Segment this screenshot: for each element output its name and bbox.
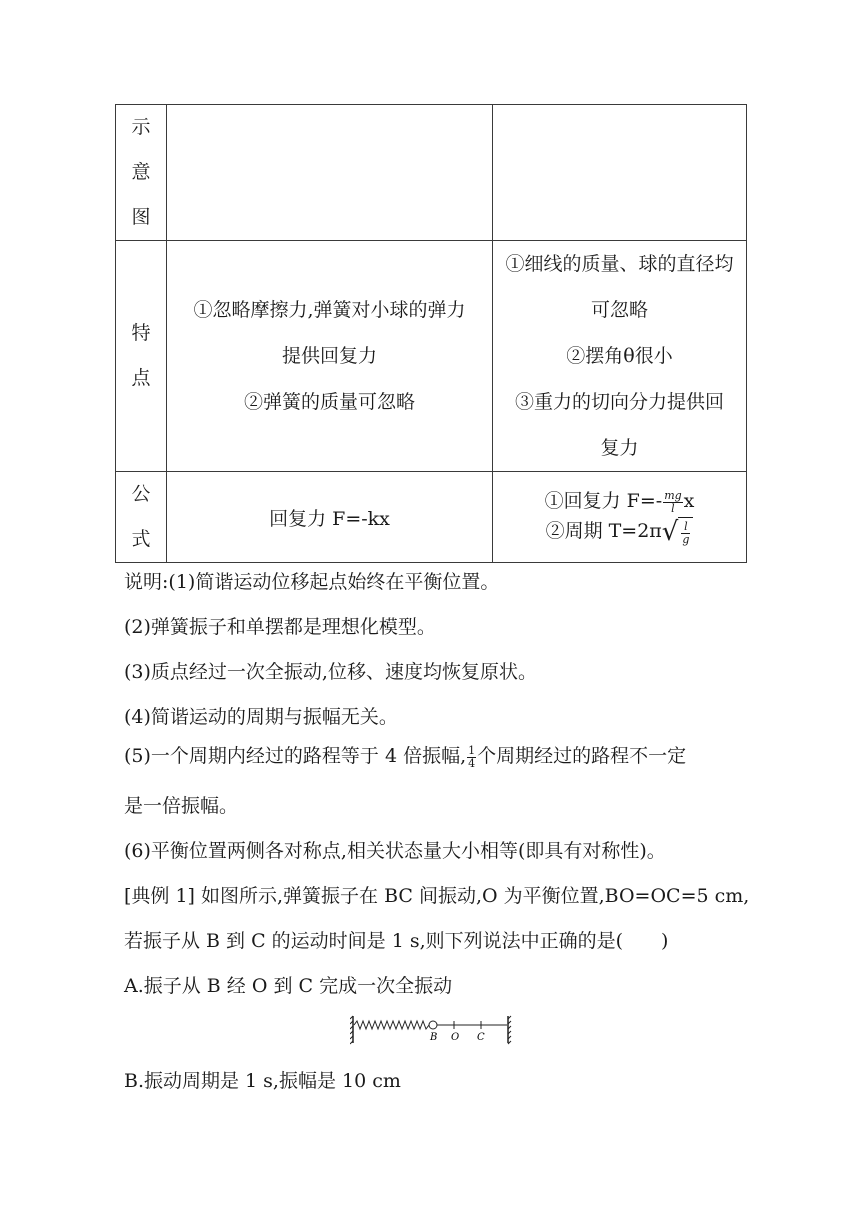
cell-line: ②弹簧的质量可忽略 [243, 391, 415, 413]
formula-period [493, 516, 746, 548]
note-6: (6)平衡位置两侧各对称点,相关状态量大小相等(即具有对称性)。 [124, 840, 666, 862]
formula-restoring-force-spring: 回复力 F=-kx [269, 507, 390, 530]
fraction [663, 490, 682, 515]
note-1: 说明:(1)简谐运动位移起点始终在平衡位置。 [124, 571, 500, 593]
row-header-char: 示 [131, 116, 151, 138]
features-cell-pendulum [493, 241, 747, 472]
cell-line: ③重力的切向分力提供回 [514, 391, 724, 413]
table-row-diagram [116, 105, 747, 241]
label-c: C [477, 1032, 485, 1043]
fraction-numerator: mg [664, 488, 682, 502]
features-cell-spring [167, 241, 493, 472]
fraction-numerator: 1 [468, 743, 476, 757]
fraction-denominator: 4 [468, 756, 476, 770]
note-2: (2)弹簧振子和单摆都是理想化模型。 [124, 616, 436, 638]
row-header-char: 图 [131, 206, 151, 228]
row-header-features [116, 241, 167, 472]
cell-line: 提供回复力 [281, 345, 377, 367]
row-header-char: 特 [131, 322, 151, 344]
row-header-char: 式 [131, 528, 151, 550]
note-3: (3)质点经过一次全振动,位移、速度均恢复原状。 [124, 661, 537, 683]
cell-line: 可忽略 [590, 299, 648, 321]
example-title: [典例 1] 如图所示,弹簧振子在 BC 间振动,O 为平衡位置,BO=OC=5 cm, [124, 885, 750, 907]
formula-text: x [683, 490, 695, 513]
note-5-continued: 是一倍振幅。 [124, 795, 239, 817]
cell-line: ②摆角θ很小 [566, 345, 673, 367]
cell-line: 复力 [600, 437, 639, 459]
comparison-table [115, 104, 747, 563]
fraction [681, 521, 690, 546]
row-header-formula [116, 472, 167, 563]
note-4: (4)简谐运动的周期与振幅无关。 [124, 706, 398, 728]
formula-cell-spring [167, 472, 493, 563]
label-o: O [451, 1032, 460, 1043]
oscillator-ball [429, 1021, 437, 1029]
sqrt-symbol: √ $\frac{l}{g}$ [662, 517, 694, 548]
option-b: B.振动周期是 1 s,振幅是 10 cm [124, 1070, 401, 1092]
formula-text: ①回复力 F=- [544, 490, 663, 513]
note-5-text: 个周期经过的路程不一定 [477, 745, 687, 767]
note-5 [124, 744, 686, 770]
formula-restoring-force-pendulum [493, 486, 746, 516]
fraction-denominator: g [682, 533, 690, 547]
fraction-numerator: l [681, 521, 690, 534]
table-row-features [116, 241, 747, 472]
formula-text: ②周期 T=2π [545, 520, 662, 543]
spring-oscillator-diagram [350, 1013, 514, 1047]
row-header-char: 公 [131, 483, 151, 505]
diagram-cell-pendulum [493, 105, 747, 241]
table-row-formula [116, 472, 747, 563]
fraction-quarter [467, 745, 476, 770]
fraction-denominator: l [671, 501, 675, 515]
row-header-char: 意 [131, 161, 151, 183]
note-5-text: (5)一个周期内经过的路程等于 4 倍振幅, [124, 745, 467, 767]
spring [354, 1021, 429, 1029]
row-header-diagram [116, 105, 167, 241]
cell-line: ①忽略摩擦力,弹簧对小球的弹力 [193, 299, 466, 321]
row-header-char: 点 [131, 367, 151, 389]
formula-cell-pendulum [493, 472, 747, 563]
option-a: A.振子从 B 经 O 到 C 完成一次全振动 [124, 975, 453, 997]
diagram-cell-spring [167, 105, 493, 241]
cell-line: ①细线的质量、球的直径均 [505, 253, 734, 275]
label-b: B [430, 1032, 438, 1043]
example-question: 若振子从 B 到 C 的运动时间是 1 s,则下列说法中正确的是( ) [124, 930, 669, 952]
